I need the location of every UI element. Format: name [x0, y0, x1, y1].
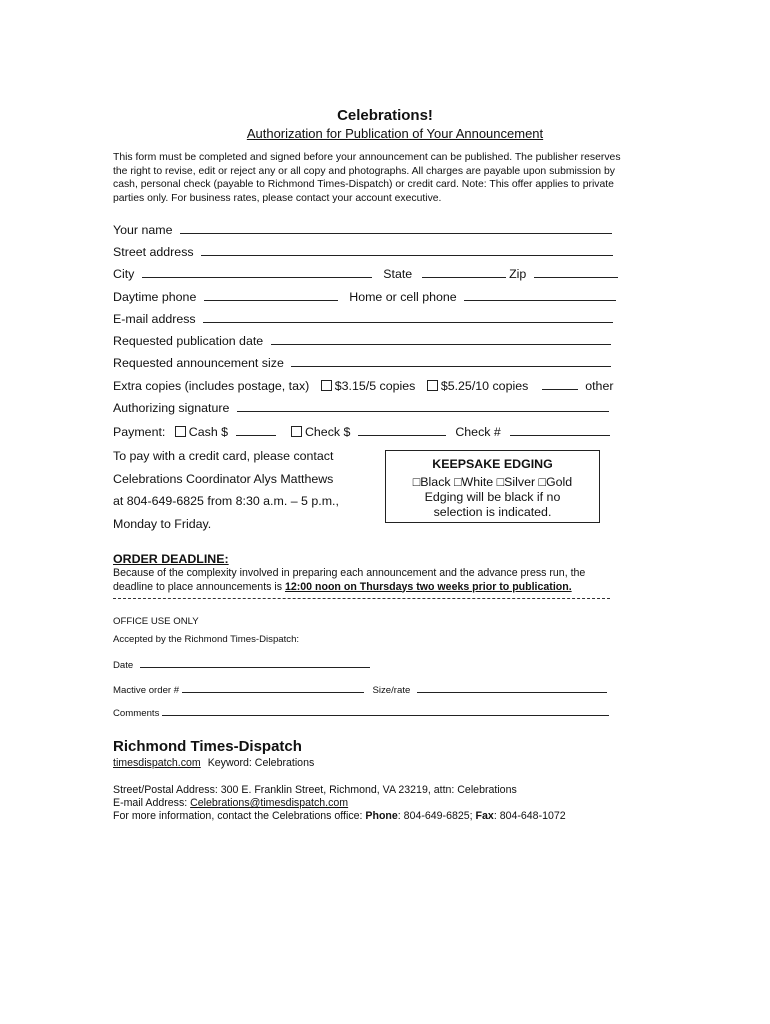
- size-rate-field[interactable]: [417, 683, 607, 693]
- office-use-heading: OFFICE USE ONLY: [113, 616, 199, 627]
- street-address-label: Street address: [113, 245, 194, 259]
- auth-sig-label: Authorizing signature: [113, 401, 230, 415]
- copies-5-label: $3.15/5 copies: [334, 379, 416, 393]
- auth-sig-field[interactable]: [237, 400, 609, 412]
- pub-date-label: Requested publication date: [113, 334, 264, 348]
- city-field[interactable]: [142, 266, 372, 278]
- home-phone-label: Home or cell phone: [349, 290, 457, 304]
- office-order-row: [113, 683, 607, 696]
- office-comments-row: [113, 706, 609, 719]
- copies-5-checkbox[interactable]: [321, 380, 332, 391]
- cash-amount-field[interactable]: [236, 424, 276, 436]
- website-row: [113, 757, 314, 769]
- form-subtitle: Authorization for Publication of Your Announcement: [246, 126, 544, 141]
- dashed-divider: [113, 598, 610, 599]
- pub-date-field[interactable]: [271, 333, 611, 345]
- keepsake-title: KEEPSAKE EDGING: [432, 457, 553, 471]
- deadline-line-2: [113, 581, 633, 595]
- daytime-phone-field[interactable]: [204, 289, 338, 301]
- cash-checkbox[interactable]: [175, 426, 186, 437]
- keepsake-note-2: selection is indicated.: [433, 505, 552, 519]
- deadline-heading: ORDER DEADLINE:: [113, 552, 229, 566]
- extra-copies-row: [113, 378, 613, 393]
- office-accepted-label: Accepted by the Richmond Times-Dispatch:: [113, 634, 300, 645]
- state-label: State: [383, 267, 413, 281]
- office-date-row: [113, 658, 370, 671]
- payment-row: [113, 424, 610, 439]
- email-address-row: [113, 797, 348, 809]
- state-field[interactable]: [422, 266, 506, 278]
- check-amount-field[interactable]: [358, 424, 446, 436]
- keyword-text: Keyword: Celebrations: [207, 757, 315, 769]
- copies-other-label: other: [585, 379, 614, 393]
- credit-card-line-4: Monday to Friday.: [113, 516, 212, 531]
- check-label: Check $: [304, 425, 351, 439]
- postal-address: Street/Postal Address: 300 E. Franklin Street, Richmond, VA 23219, attn: Celebrations: [113, 784, 517, 796]
- office-date-label: Date: [113, 660, 134, 671]
- email-label: E-mail address: [113, 312, 196, 326]
- credit-card-line-2: Celebrations Coordinator Alys Matthews: [113, 471, 334, 486]
- keepsake-edging-box: [385, 450, 600, 523]
- org-name: Richmond Times-Dispatch: [113, 738, 302, 755]
- check-number-label: Check #: [455, 425, 501, 439]
- mactive-order-field[interactable]: [182, 683, 364, 693]
- your-name-field[interactable]: [180, 222, 612, 234]
- payment-label: Payment:: [113, 425, 166, 439]
- email-field[interactable]: [203, 311, 613, 323]
- zip-label: Zip: [509, 267, 527, 281]
- phone-number: : 804-649-6825;: [397, 810, 476, 822]
- comments-label: Comments: [113, 708, 160, 719]
- deadline-text: [113, 567, 633, 594]
- cash-label: Cash $: [188, 425, 229, 439]
- comments-field[interactable]: [162, 706, 609, 716]
- home-phone-field[interactable]: [464, 289, 616, 301]
- deadline-emphasis: 12:00 noon on Thursdays two weeks prior to publication.: [284, 580, 572, 593]
- mactive-order-label: Mactive order #: [113, 685, 180, 696]
- email-address-label: E-mail Address:: [113, 797, 191, 809]
- ann-size-label: Requested announcement size: [113, 356, 284, 370]
- copies-10-label: $5.25/10 copies: [440, 379, 529, 393]
- office-date-field[interactable]: [140, 658, 370, 668]
- fax-number: : 804-648-1072: [493, 810, 566, 822]
- size-rate-label: Size/rate: [372, 685, 411, 696]
- zip-field[interactable]: [534, 266, 618, 278]
- copies-10-checkbox[interactable]: [427, 380, 438, 391]
- your-name-label: Your name: [113, 223, 173, 237]
- more-info-text: For more information, contact the Celebrations office:: [113, 810, 366, 822]
- street-address-row: [113, 244, 613, 259]
- city-label: City: [113, 267, 135, 281]
- phone-row: [113, 289, 616, 304]
- email-row: [113, 311, 613, 326]
- credit-card-info: [113, 445, 339, 535]
- auth-sig-row: [113, 400, 609, 415]
- check-checkbox[interactable]: [291, 426, 302, 437]
- intro-paragraph: This form must be completed and signed before your announcement can be published. The publisher reserves the right to revise, edit or reject any or all copy and photographs. All charges are payable upon submission by cash, personal check (payable to Richmond Times-Dispatch) or credit card. Note: This offer applies to private parties only. For business rates, please contact your account executive.: [113, 152, 621, 204]
- phone-label: Phone: [365, 810, 398, 822]
- city-state-zip-row: [113, 266, 618, 281]
- keepsake-note-1: Edging will be black if no: [424, 490, 561, 504]
- credit-card-line-3: at 804-649-6825 from 8:30 a.m. – 5 p.m.,: [113, 494, 339, 508]
- ann-size-field[interactable]: [291, 355, 611, 367]
- deadline-line-2-text: deadline to place announcements is: [113, 580, 285, 593]
- extra-copies-label: Extra copies (includes postage, tax): [113, 379, 310, 393]
- ann-size-row: [113, 355, 611, 370]
- website-link[interactable]: timesdispatch.com: [113, 757, 201, 769]
- check-number-field[interactable]: [510, 424, 610, 436]
- daytime-phone-label: Daytime phone: [113, 290, 197, 304]
- copies-other-field[interactable]: [542, 378, 578, 390]
- street-address-field[interactable]: [201, 244, 613, 256]
- form-title: Celebrations!: [337, 107, 433, 124]
- pub-date-row: [113, 333, 611, 348]
- email-address-link[interactable]: Celebrations@timesdispatch.com: [190, 797, 349, 809]
- more-info-row: [113, 810, 566, 822]
- fax-label: Fax: [475, 810, 494, 822]
- credit-card-line-1: To pay with a credit card, please contact: [113, 449, 334, 463]
- your-name-row: [113, 222, 612, 237]
- keepsake-options[interactable]: □Black □White □Silver □Gold: [412, 475, 573, 489]
- deadline-line-1: Because of the complexity involved in preparing each announcement and the advance press run, the: [113, 567, 586, 579]
